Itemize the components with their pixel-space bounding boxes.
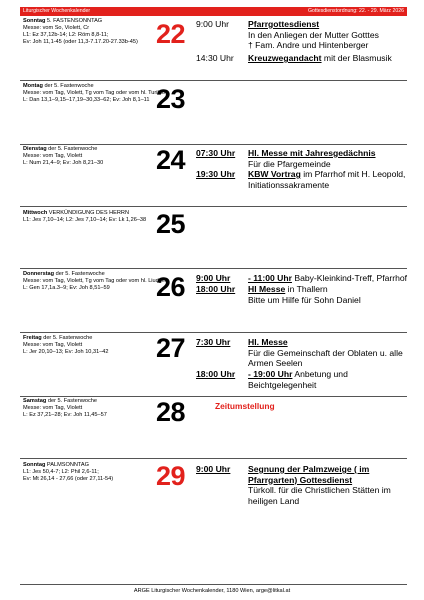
day-number: 26 <box>156 272 186 302</box>
day-block-28 <box>20 398 407 458</box>
day-block-22 <box>20 18 407 80</box>
header-title: Liturgischer Wochenkalender <box>23 8 91 14</box>
footer-text: ARGE Liturgischer Wochenkalender, 1180 Wien, arge@litkal.at <box>133 588 291 594</box>
day-number: 22 <box>156 19 186 49</box>
liturgy-info: Sonntag 5. FASTENSONNTAG Messe: vom So, Violett, Cr L1: Ez 37,12b-14; L2: Röm 8,8-11; Ev: Joh 11,1-45 (oder 11,3-7.17.20-27.33b-45) <box>23 18 138 45</box>
special-note: Zeitumstellung <box>215 401 275 411</box>
event-description: Hl. Messe mit Jahresgedächnis Für die Pfargemeinde <box>248 148 376 169</box>
event-description: - 11:00 Uhr Baby-Kleinkind-Treff, Pfarrhof <box>248 273 408 283</box>
liturgy-info: Freitag der 5. Fastenwoche Messe: vom Tag, Violett L: Jer 20,10–13; Ev: Joh 10,31–42 <box>23 335 109 355</box>
divider <box>20 268 407 269</box>
liturgy-info: Dienstag der 5. Fastenwoche Messe: vom Tag, Violett L: Num 21,4–9; Ev: Joh 8,21–30 <box>23 146 104 166</box>
event-description: Kreuzwegandacht mit der Blasmusik <box>248 53 392 63</box>
event-description: Pfarrgottesdienst In den Anliegen der Mutter Gotttes † Fam. Andre und Hintenberger <box>248 19 379 50</box>
divider <box>20 332 407 333</box>
day-block-29 <box>20 462 407 532</box>
liturgy-info: Montag der 5. Fastenwoche Messe: vom Tag, Violett, Tg vom Tag oder vom hl. Turibio L: Dan 13,1–9,15–17,19–30,33–62; Ev: Joh 8,1–11 <box>23 83 165 103</box>
day-block-27 <box>20 335 407 395</box>
day-number: 29 <box>156 461 186 491</box>
header-bar <box>20 7 407 16</box>
event-time: 18:00 Uhr <box>196 284 236 294</box>
event-description: KBW Vortrag im Pfarrhof mit H. Leopold, Initiationssakramente <box>248 169 406 190</box>
day-number: 27 <box>156 333 186 363</box>
event-time: 14:30 Uhr <box>196 53 234 63</box>
event-description: Hl Messe in Thallern Bitte um Hilfe für Sohn Daniel <box>248 284 361 305</box>
event-time: 7:30 Uhr <box>196 337 231 347</box>
day-number: 25 <box>156 209 186 239</box>
divider <box>20 144 407 145</box>
footer-divider <box>20 584 407 585</box>
event-description: Segnung der Palmzweige ( im Pfarrgarten) Gottesdienst Türkoll. für die Christlichen Stätten im heiligen Land <box>248 464 391 506</box>
day-number: 24 <box>156 145 186 175</box>
event-description: Hl. Messe Für die Gemeinschaft der Oblaten u. alle Armen Seelen <box>248 337 403 368</box>
event-time: 9:00 Uhr <box>196 273 231 283</box>
event-time: 9:00 Uhr <box>196 464 231 474</box>
liturgy-info: Samstag der 5. Fastenwoche Messe: vom Tag, Violett L: Ez 37,21–28; Ev: Joh 11,45–57 <box>23 398 107 418</box>
event-description: - 19:00 Uhr Anbetung und Beichtgelegenheit <box>248 369 348 390</box>
day-block-24 <box>20 146 407 206</box>
divider <box>20 396 407 397</box>
event-time: 07:30 Uhr <box>196 148 236 158</box>
day-block-25 <box>20 210 407 270</box>
event-time: 18:00 Uhr <box>196 369 236 379</box>
liturgy-info: Donnerstag der 5. Fastenwoche Messe: vom Tag, Violett, Tg vom Tag oder vom hl. Liudger L: Gen 17,1a.3–9; Ev: Joh 8,51–59 <box>23 271 167 291</box>
day-block-23 <box>20 83 407 145</box>
liturgy-info: Sonntag PALMSONNTAG L1: Jes 50,4-7; L2: Phil 2,6-11; Ev: Mt 26,14 - 27,66 (oder 27,11-54) <box>23 462 114 482</box>
event-time: 9:00 Uhr <box>196 19 229 29</box>
divider <box>20 458 407 459</box>
day-block-26 <box>20 271 407 331</box>
divider <box>20 206 407 207</box>
divider <box>20 80 407 81</box>
day-number: 28 <box>156 397 186 427</box>
day-number: 23 <box>156 84 186 114</box>
header-date-range: Gottesdienstordnung: 22. - 29. März 2026 <box>307 8 404 14</box>
liturgy-info: Mittwoch VERKÜNDIGUNG DES HERRN L1: Jes 7,10–14; L2: Jes 7,10–14; Ev: Lk 1,26–38 <box>23 210 147 223</box>
event-time: 19:30 Uhr <box>196 169 236 179</box>
